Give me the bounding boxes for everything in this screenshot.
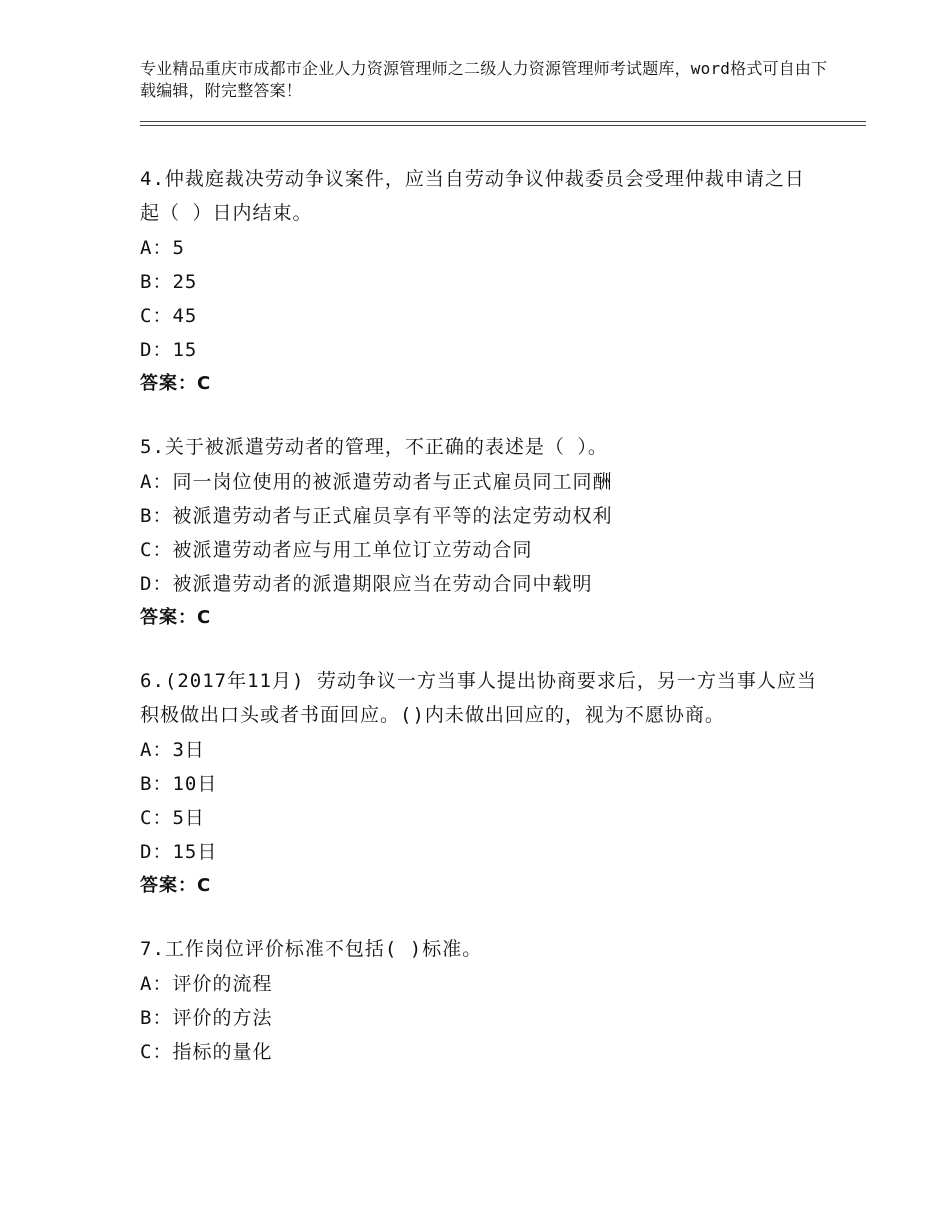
answer-line: 答案：C [140,875,212,896]
option-c: C：5日 [140,807,205,829]
option-a: A：同一岗位使用的被派遣劳动者与正式雇员同工同酬 [140,471,613,493]
document-header: 专业精品重庆市成都市企业人力资源管理师之二级人力资源管理师考试题库，word格式可自由下载编辑，附完整答案！ [140,59,828,100]
question-5 [140,430,820,635]
option-c: C：45 [140,305,198,327]
option-a: A：3日 [140,739,205,761]
question-list [140,162,820,1098]
option-b: B：25 [140,271,198,293]
option-b: B：被派遣劳动者与正式雇员享有平等的法定劳动权利 [140,505,613,527]
option-a: A：5 [140,237,185,259]
option-a: A：评价的流程 [140,973,273,995]
answer-line: 答案：C [140,373,212,394]
option-d: D：15 [140,339,198,361]
question-6 [140,664,820,903]
option-c: C：被派遣劳动者应与用工单位订立劳动合同 [140,539,533,561]
question-text: 6.(2017年11月) 劳动争议一方当事人提出协商要求后，另一方当事人应当积极做出口头或者书面回应。()内未做出回应的，视为不愿协商。 [140,670,817,726]
question-4 [140,162,820,401]
option-d: D：被派遣劳动者的派遣期限应当在劳动合同中载明 [140,573,593,595]
question-7 [140,932,820,1069]
question-text: 7.工作岗位评价标准不包括( )标准。 [140,938,483,960]
question-text: 5.关于被派遣劳动者的管理，不正确的表述是（ ）。 [140,436,608,458]
option-b: B：10日 [140,773,218,795]
option-b: B：评价的方法 [140,1007,273,1029]
question-text: 4.仲裁庭裁决劳动争议案件，应当自劳动争议仲裁委员会受理仲裁申请之日起（ ）日内结束。 [140,168,805,224]
header-rule-bottom [140,125,866,126]
option-d: D：15日 [140,841,218,863]
answer-line: 答案：C [140,607,212,628]
header-rule-top [140,121,866,122]
option-c: C：指标的量化 [140,1041,273,1063]
